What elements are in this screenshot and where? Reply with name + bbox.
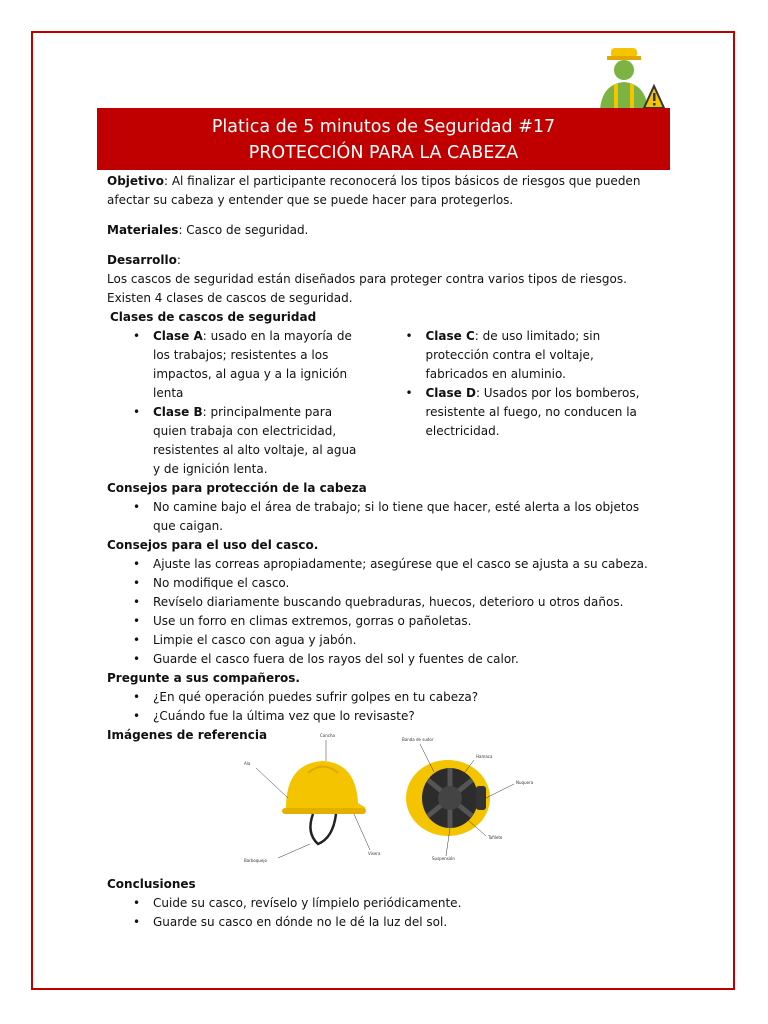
clase-c-label: Clase C	[425, 329, 475, 343]
list-item	[426, 327, 653, 384]
label-tafilete: Tafilete	[488, 835, 503, 840]
pregunte-list	[107, 688, 652, 726]
list-item	[426, 384, 653, 441]
conclusiones-section	[107, 875, 652, 932]
helmet-reference-image	[238, 728, 538, 868]
consejos-cabeza-list	[107, 498, 652, 536]
clases-heading: Clases de cascos de seguridad	[110, 310, 317, 324]
consejos-cabeza-heading: Consejos para protección de la cabeza	[107, 481, 367, 495]
label-barboquejo: Barboquejo	[244, 858, 267, 863]
label-ala: Ala	[244, 761, 251, 766]
clase-d-label: Clase D	[425, 386, 476, 400]
label-visera: Visera	[368, 851, 381, 856]
imagenes-heading: Imágenes de referencia	[107, 728, 268, 742]
desarrollo-label: Desarrollo	[107, 253, 177, 267]
list-item: • ¿En qué operación puedes sufrir golpes en tu cabeza?	[153, 688, 652, 707]
consejos-casco-list	[107, 555, 652, 669]
clase-a-label: Clase A	[153, 329, 203, 343]
label-hamaca: Hamaca	[476, 754, 493, 759]
list-item: • No camine bajo el área de trabajo; si lo tiene que hacer, esté alerta a los objetos que caigan.	[153, 498, 652, 536]
desarrollo-text: Los cascos de seguridad están diseñados para proteger contra varios tipos de riesgos. Existen 4 clases de cascos de seguridad.	[107, 272, 627, 305]
list-item: • Revíselo diariamente buscando quebraduras, huecos, deterioro u otros daños.	[153, 593, 652, 612]
list-item: • Use un forro en climas extremos, gorras o pañoletas.	[153, 612, 652, 631]
list-item: • ¿Cuándo fue la última vez que lo revisaste?	[153, 707, 652, 726]
conclusiones-heading: Conclusiones	[107, 877, 196, 891]
list-item: • Guarde el casco fuera de los rayos del sol y fuentes de calor.	[153, 650, 652, 669]
list-item: • Cuide su casco, revíselo y límpielo periódicamente.	[153, 894, 652, 913]
construction-worker-warning-icon	[594, 42, 666, 110]
objetivo-label: Objetivo	[107, 174, 164, 188]
clase-d-text: : Usados por los bomberos, resistente al fuego, no conducen la electricidad.	[425, 386, 640, 438]
materiales-text: : Casco de seguridad.	[178, 223, 309, 237]
helmet-side-view	[256, 740, 370, 858]
list-item: • No modifique el casco.	[153, 574, 652, 593]
conclusiones-list	[107, 894, 652, 932]
document-body	[107, 172, 652, 745]
clase-b-label: Clase B	[153, 405, 203, 419]
clases-list-right	[380, 327, 653, 441]
objetivo-paragraph	[107, 172, 652, 210]
title-line-1: Platica de 5 minutos de Seguridad #17	[211, 117, 556, 137]
materiales-paragraph	[107, 221, 652, 240]
label-suspension: Suspensión	[432, 856, 455, 861]
consejos-casco-heading: Consejos para el uso del casco.	[107, 538, 319, 552]
objetivo-text: : Al finalizar el participante reconocerá los tipos básicos de riesgos que pueden afectar su cabeza y entender que se puede hacer para protegerlos.	[107, 174, 641, 207]
list-item: • Guarde su casco en dónde no le dé la luz del sol.	[153, 913, 652, 932]
list-item	[153, 327, 380, 403]
clases-columns	[107, 327, 652, 479]
list-item: • Limpie el casco con agua y jabón.	[153, 631, 652, 650]
clase-c-text: : de uso limitado; sin protección contra el voltaje, fabricados en aluminio.	[425, 329, 601, 381]
materiales-label: Materiales	[107, 223, 179, 237]
clase-a-text: : usado en la mayoría de los trabajos; resistentes a los impactos, al agua y a la ignición lenta	[153, 329, 352, 400]
title-line-2: PROTECCIÓN PARA LA CABEZA	[248, 143, 519, 163]
pregunte-heading: Pregunte a sus compañeros.	[107, 671, 300, 685]
desarrollo-colon: :	[176, 253, 181, 267]
label-concha: Concha	[320, 733, 335, 738]
clases-list-left	[107, 327, 380, 479]
list-item	[153, 403, 380, 479]
label-nuquera: Nuquera	[516, 780, 534, 785]
clase-b-text: : principalmente para quien trabaja con electricidad, resistentes al alto voltaje, al agua y de ignición lenta.	[153, 405, 357, 476]
label-banda-de-sudor: Banda de sudor	[402, 737, 434, 742]
title-banner	[97, 108, 670, 170]
list-item: • Ajuste las correas apropiadamente; asegúrese que el casco se ajusta a su cabeza.	[153, 555, 652, 574]
desarrollo-heading	[107, 251, 652, 270]
